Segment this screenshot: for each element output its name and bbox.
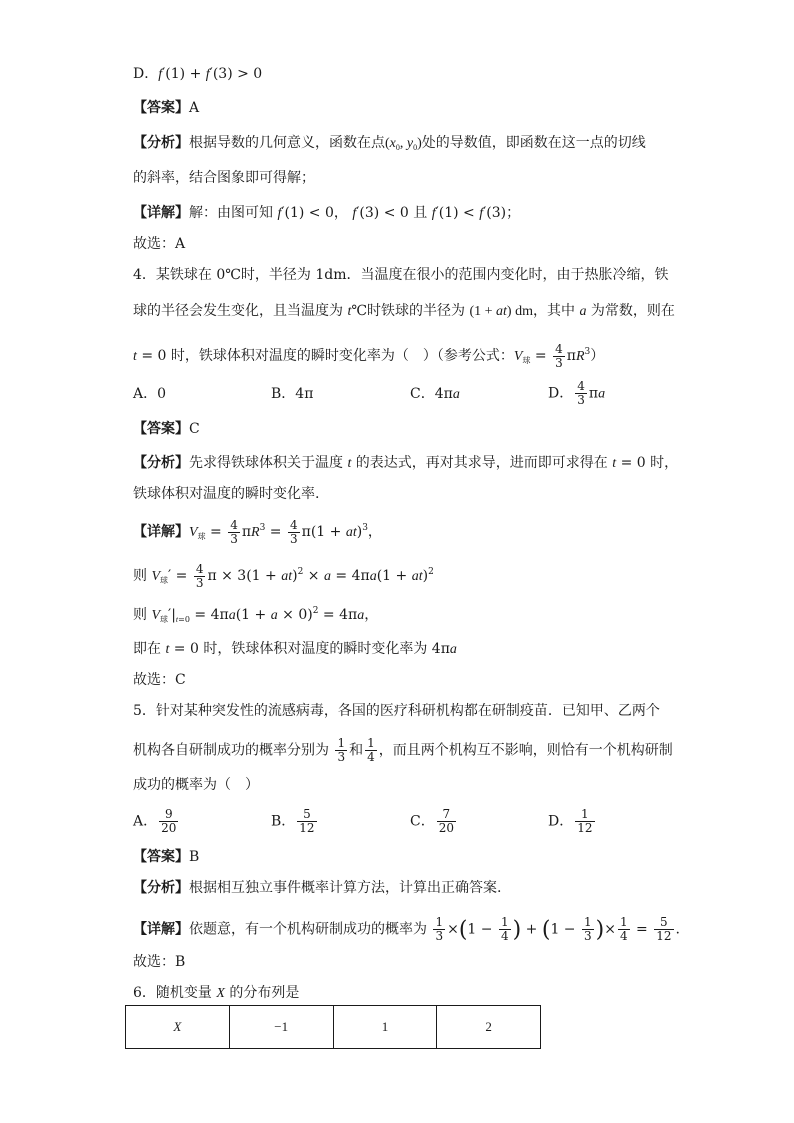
q3-detail: 【详解】解：由图可知 f′(1) < 0， f′(3) < 0 且 f′(1) < f′(3)； bbox=[133, 205, 521, 221]
table-cell: −1 bbox=[229, 1006, 333, 1049]
q4-option-d: D． $\frac{4}{3}$ πa bbox=[548, 379, 606, 407]
q4-stem-line1: 4．某铁球在 0℃时，半径为 1dm．当温度在很小的范围内变化时，由于热胀冷缩，铁 bbox=[133, 267, 669, 283]
q5-stem-line1: 5．针对某种突发性的流感病毒，各国的医疗科研机构都在研制疫苗．已知甲、乙两个 bbox=[133, 703, 660, 719]
table-cell: 2 bbox=[437, 1006, 541, 1049]
q5-option-a: A． $\frac{9}{20}$ bbox=[133, 807, 177, 835]
q5-choice: 故选：B bbox=[133, 954, 186, 970]
q5-stem-line2: 机构各自研制成功的概率分别为 $\frac{1}{3}$ 和 $\frac{1}{4}$ ，而且两个机构互不影响，则恰有一个机构研制 bbox=[133, 736, 673, 764]
q5-option-d: D． $\frac{1}{12}$ bbox=[548, 807, 593, 835]
q4-answer: 【答案】C bbox=[133, 421, 200, 437]
q4-detail-4: 即在 t = 0 时，铁球体积对温度的瞬时变化率为 4πa bbox=[133, 641, 457, 657]
q4-analysis-line2: 铁球体积对温度的瞬时变化率. bbox=[133, 486, 320, 502]
q5-analysis: 【分析】根据相互独立事件概率计算方法，计算出正确答案. bbox=[133, 880, 502, 896]
q4-option-c: C．4πa bbox=[410, 386, 460, 402]
q4-option-a: A．0 bbox=[133, 386, 167, 402]
q4-detail-2: 则 $V_球'$ = $\frac{4}{3}$ π × 3(1 + at)$^2$ × a = 4πa(1 + at)$^2$ bbox=[133, 561, 434, 590]
q5-stem-line3: 成功的概率为（ ） bbox=[133, 777, 259, 793]
q5-detail: 【详解】依题意，有一个机构研制成功的概率为 $\frac{1}{3}$ ×(1 − $\frac{1}{4}$ ) + (1 − $\frac{1}{3}$ )× $\frac{1}{4}$ = $\frac{5}{12}$ . bbox=[133, 915, 680, 943]
q3-answer: 【答案】A bbox=[133, 100, 200, 116]
q3-analysis-line2: 的斜率，结合图象即可得解； bbox=[133, 170, 315, 186]
q3-option-d: D．f′(1) + f′(3) > 0 bbox=[133, 66, 263, 82]
q5-answer: 【答案】B bbox=[133, 849, 200, 865]
q3-analysis-line1: 【分析】根据导数的几何意义，函数在点($x_0$, $y_0$)处的导数值，即函数在这一点的切线 bbox=[133, 135, 646, 152]
q4-analysis-line1: 【分析】先求得铁球体积关于温度 t 的表达式，再对其求导，进而即可求得在 t = 0 时， bbox=[133, 455, 679, 471]
q6-stem: 6．随机变量 X 的分布列是 bbox=[133, 985, 300, 1001]
q4-detail-3: 则 $V_球'|_{t=0} = 4\pi a(1 + a \times 0)^2 = 4\pi a$， bbox=[133, 606, 379, 624]
q4-detail-1: 【详解】$V_球$ = $\frac{4}{3}$ $\pi R^3$ = $\frac{4}{3}$ π(1 + at)$^3$， bbox=[133, 517, 382, 546]
table-cell: X bbox=[126, 1006, 230, 1049]
q5-option-c: C． $\frac{7}{20}$ bbox=[410, 807, 454, 835]
table-cell: 1 bbox=[333, 1006, 437, 1049]
q5-option-b: B． $\frac{5}{12}$ bbox=[271, 807, 315, 835]
q4-choice: 故选：C bbox=[133, 672, 186, 688]
q4-stem-line3: t = 0 时，铁球体积对温度的瞬时变化率为（ ）（参考公式：$V_球$ = $\frac{4}{3}$ $\pi R^3$） bbox=[133, 341, 605, 370]
distribution-table bbox=[125, 1005, 541, 1049]
table-row bbox=[126, 1006, 541, 1049]
q4-option-b: B．4π bbox=[271, 386, 314, 402]
q4-stem-line2: 球的半径会发生变化，且当温度为 t℃时铁球的半径为 (1 + at) dm，其中 a 为常数，则在 bbox=[133, 303, 675, 319]
q3-choice: 故选：A bbox=[133, 236, 186, 252]
